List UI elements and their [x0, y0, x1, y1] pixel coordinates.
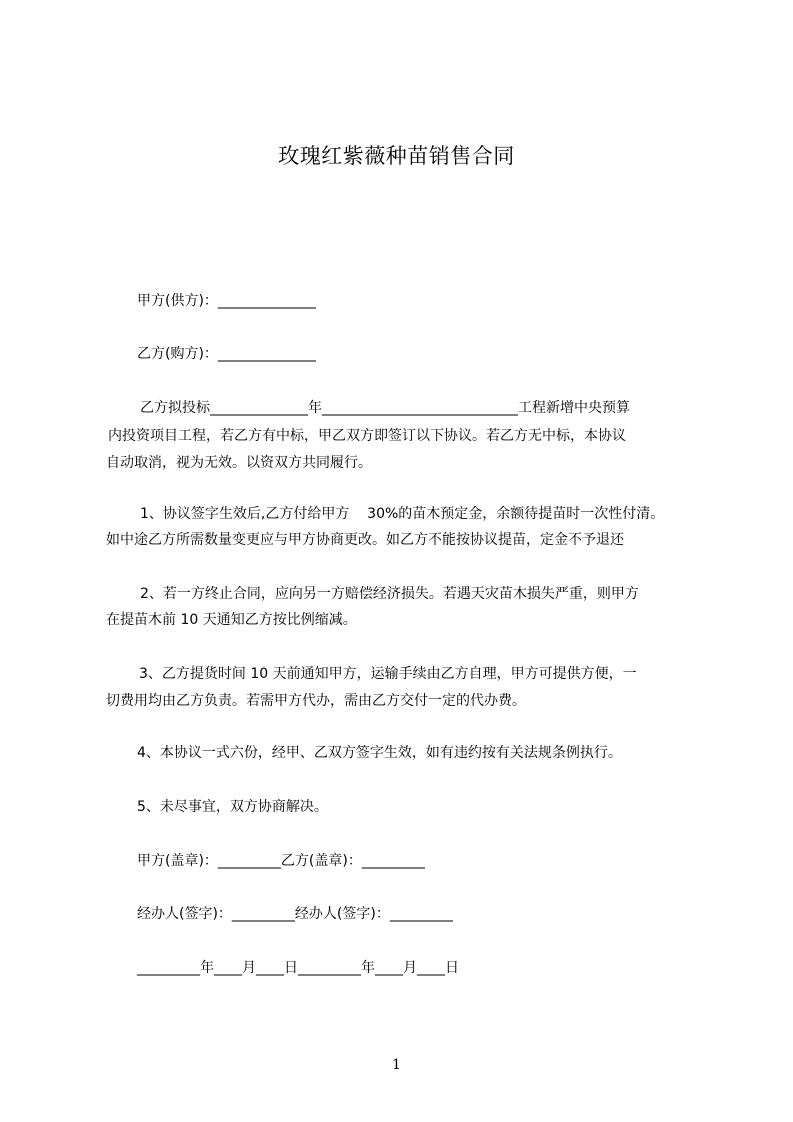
clause-4-line: 4、本协议一式六份，经甲、乙双方签字生效，如有违约按有关法规条例执行。	[137, 745, 622, 761]
intro-line-3: 自动取消，视为无效。以资双方共同履行。	[106, 455, 372, 471]
clause-1-line-2: 如中途乙方所需数量变更应与甲方协商更改。如乙方不能按协议提苗，定金不予退还	[106, 532, 624, 548]
seal-line: 甲方(盖章)：_________乙方(盖章)：_________	[137, 853, 425, 869]
clause-1-line-1: 1、协议签字生效后,乙方付给甲方 30%的苗木预定金，余额待提苗时一次性付清。	[140, 506, 665, 522]
clause-3-line-2: 切费用均由乙方负责。若需甲方代办，需由乙方交付一定的代办费。	[106, 693, 526, 709]
intro-line-1: 乙方拟投标______________年____________________________工程新增中央预算	[140, 400, 630, 416]
party-b-line: 乙方(购方)：______________	[137, 346, 316, 362]
page-title: 玫瑰红紫薇种苗销售合同	[278, 144, 515, 168]
clause-5-line: 5、未尽事宜，双方协商解决。	[137, 799, 328, 815]
clause-2-line-2: 在提苗木前 10 天通知乙方按比例缩减。	[106, 612, 357, 628]
party-a-line: 甲方(供方)：______________	[137, 293, 316, 309]
date-line: _________年____月____日_________年____月____日	[137, 960, 459, 976]
signer-line: 经办人(签字)：_________经办人(签字)：_________	[137, 906, 453, 922]
intro-line-2: 内投资项目工程，若乙方有中标，甲乙双方即签订以下协议。若乙方无中标，本协议	[108, 428, 626, 444]
clause-3-line-1: 3、乙方提货时间 10 天前通知甲方，运输手续由乙方自理，甲方可提供方便，一	[139, 666, 637, 682]
clause-2-line-1: 2、若一方终止合同，应向另一方赔偿经济损失。若遇天灾苗木损失严重，则甲方	[140, 586, 639, 602]
page-number: 1	[392, 1057, 401, 1073]
